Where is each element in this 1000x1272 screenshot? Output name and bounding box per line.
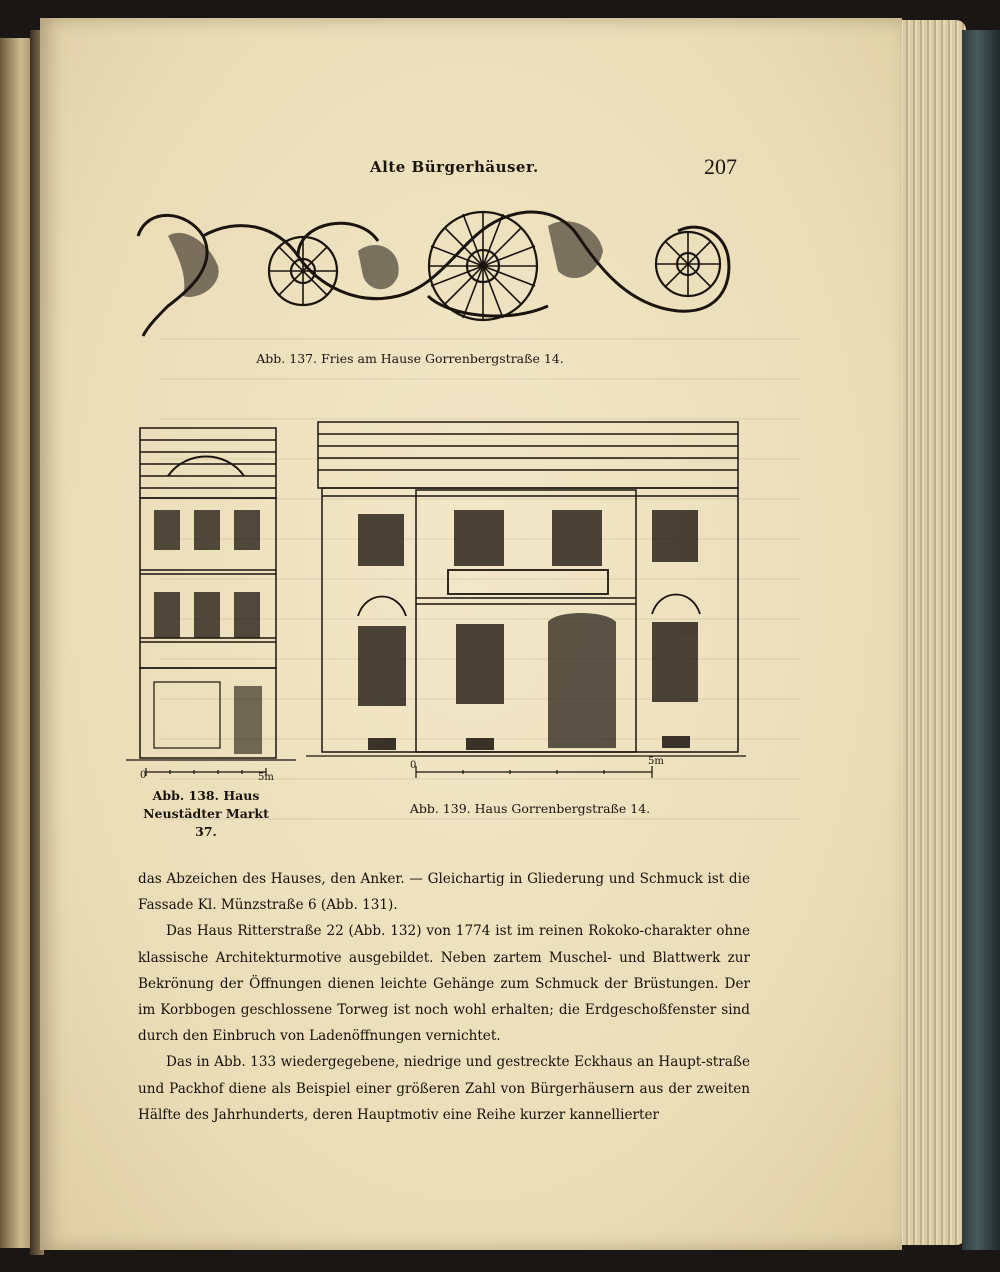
page-number: 207	[704, 154, 737, 179]
figure-137-caption: Abb. 137. Fries am Hause Gorrenbergstraße 14.	[256, 351, 564, 366]
frieze-illustration	[128, 196, 740, 346]
paragraph-3: Das in Abb. 133 wiedergegebene, niedrige und gestreckte Eckhaus an Haupt-straße und Packhof diene als Beispiel einer größeren Zahl von Bürgerhäusern aus der zweiten Hälfte des Jahrhunderts, deren Hauptmotiv eine Reihe kurzer kannellierter	[138, 1054, 750, 1123]
running-head: Alte Bürgerhäuser.	[370, 158, 539, 176]
paragraph-1: das Abzeichen des Hauses, den Anker. — Gleichartig in Gliederung und Schmuck ist die Fassade Kl. Münzstraße 6 (Abb. 131).	[138, 871, 750, 914]
book-cover-edge	[962, 30, 1000, 1250]
fig138-scale-zero: 0	[140, 770, 147, 780]
fig139-scale-label: 5m	[648, 756, 664, 767]
paragraph-2: Das Haus Ritterstraße 22 (Abb. 132) von 1774 ist im reinen Rokoko-charakter ohne klassische Architekturmotive ausgebildet. Neben zartem Muschel- und Blattwerk zur Bekrönung der Öffnungen dienen leichte Gehänge zum Schmuck der Brüstungen. Der im Korbbogen geschlossene Torweg ist noch wohl erhalten; die Erdgeschoßfenster sind durch den Einbruch von Ladenöffnungen vernichtet.	[138, 923, 750, 1045]
body-text	[138, 866, 750, 1128]
fig138-scale-label: 5m	[258, 772, 274, 780]
fig139-scale-zero: 0	[410, 760, 417, 771]
figure-138-caption	[132, 787, 280, 841]
page-stack-edge	[896, 20, 966, 1245]
house-neustaedter-markt-drawing	[126, 420, 296, 780]
house-gorrenbergstrasse-drawing	[306, 418, 746, 783]
figure-138-caption-line2: Neustädter Markt 37.	[143, 806, 269, 839]
figure-138-caption-line1: Abb. 138. Haus	[152, 788, 260, 803]
figure-139-caption: Abb. 139. Haus Gorrenbergstraße 14.	[409, 801, 651, 816]
left-page-edge	[0, 38, 34, 1248]
